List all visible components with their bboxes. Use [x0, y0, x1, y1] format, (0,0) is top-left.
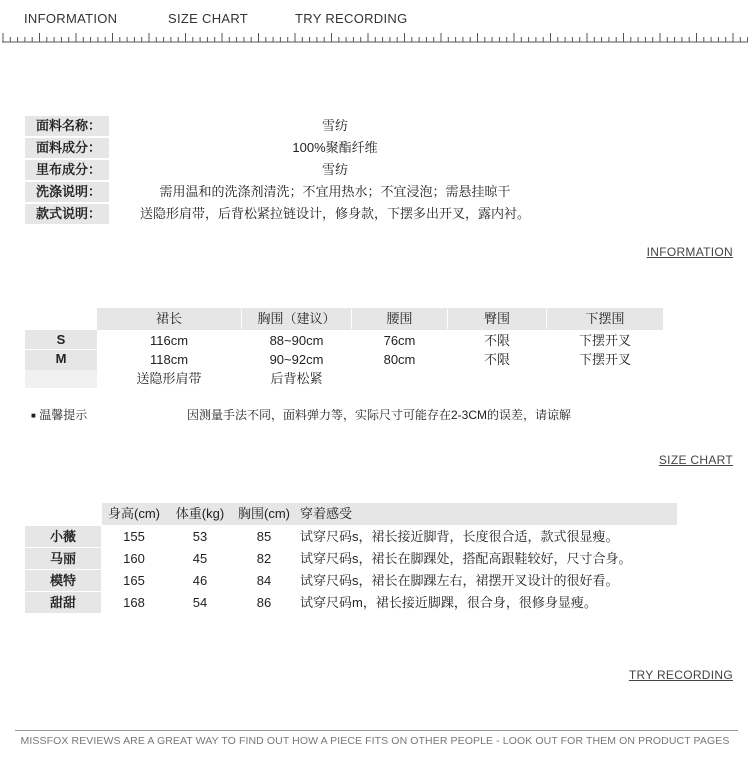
size-label: M [55, 351, 67, 366]
nav-try-recording[interactable]: TRY RECORDING [295, 11, 408, 26]
ruler-divider [2, 30, 748, 46]
tester-name: 马丽 [49, 551, 76, 566]
size-column-footer-bg [25, 370, 97, 388]
fabric-row [25, 137, 525, 159]
size-value: 116cm [149, 333, 189, 348]
tester-height: 160 [123, 551, 145, 566]
header-weight: 体重(kg) [175, 506, 225, 521]
square-bullet-icon: ■ [31, 411, 36, 420]
size-value: 下摆开叉 [578, 352, 631, 367]
tester-name: 甜甜 [49, 595, 76, 610]
fabric-label: 洗涤说明： [25, 182, 109, 202]
size-value: 90~92cm [269, 352, 324, 367]
nav-information[interactable]: INFORMATION [24, 11, 118, 26]
fabric-row [25, 159, 525, 181]
tester-weight: 53 [192, 529, 208, 544]
fabric-value: 需用温和的洗涤剂清洗；不宜用热水；不宜浸泡；需悬挂晾干 [159, 184, 511, 199]
header-hem: 下摆围 [585, 311, 625, 326]
fabric-value: 雪纺 [321, 118, 348, 133]
header-hip: 臀围 [483, 311, 510, 326]
fabric-info-table [25, 115, 530, 225]
tester-bust: 84 [256, 573, 272, 588]
header-waist: 腰围 [386, 311, 413, 326]
header-bust: 胸围（建议） [257, 311, 336, 326]
fabric-row [25, 115, 525, 137]
size-label: S [56, 332, 66, 347]
fabric-row [25, 181, 525, 203]
tip-text: 因测量手法不同，面料弹力等，实际尺寸可能存在2-3CM的误差，请谅解 [187, 408, 572, 422]
extra-note: 后背松紧 [270, 371, 323, 386]
footer-divider [15, 730, 738, 731]
size-value: 80cm [383, 352, 416, 367]
tester-feeling: 试穿尺码m，裙长接近脚踝，很合身，很修身显瘦。 [300, 595, 597, 610]
extra-note: 送隐形肩带 [136, 371, 202, 386]
tester-feeling: 试穿尺码s，裙长在脚踝左右，裙摆开叉设计的很好看。 [300, 573, 619, 588]
tester-bust: 85 [256, 529, 272, 544]
try-recording-link[interactable]: TRY RECORDING [628, 668, 733, 682]
tester-bust: 86 [256, 595, 272, 610]
size-value: 118cm [149, 352, 189, 367]
tip-label: 温馨提示 [39, 408, 88, 422]
size-chart-table [25, 308, 665, 388]
tester-bust: 82 [256, 551, 272, 566]
tester-feeling: 试穿尺码s，裙长接近脚背，长度很合适，款式很显瘦。 [300, 529, 619, 544]
fabric-label: 面料名称： [25, 116, 109, 136]
tester-weight: 54 [192, 595, 208, 610]
nav-size-chart[interactable]: SIZE CHART [168, 11, 249, 26]
fabric-value: 送隐形肩带，后背松紧拉链设计，修身款，下摆多出开叉，露内衬。 [139, 206, 530, 221]
tester-height: 155 [123, 529, 145, 544]
fabric-row [25, 203, 530, 225]
size-value: 88~90cm [269, 333, 324, 348]
fabric-label: 面料成分： [25, 138, 109, 158]
size-chart-link[interactable]: SIZE CHART [658, 453, 733, 467]
tester-weight: 45 [192, 551, 208, 566]
try-recording-table [25, 503, 677, 615]
size-value: 76cm [383, 333, 416, 348]
size-value: 下摆开叉 [578, 333, 631, 348]
header-feeling: 穿着感受 [300, 506, 353, 521]
size-value: 不限 [483, 333, 510, 348]
tester-weight: 46 [192, 573, 208, 588]
size-value: 不限 [483, 352, 510, 367]
fabric-value: 雪纺 [321, 162, 348, 177]
footer-text: MISSFOX REVIEWS ARE A GREAT WAY TO FIND OUT HOW A PIECE FITS ON OTHER PEOPLE - LOOK OUT FOR THEM ON PRODUCT PAGES [20, 735, 730, 747]
fabric-label: 款式说明： [25, 204, 109, 224]
tester-feeling: 试穿尺码s，裙长在脚踝处，搭配高跟鞋较好，尺寸合身。 [300, 551, 632, 566]
fabric-value: 100%聚酯纤维 [292, 140, 378, 155]
tip-label-wrap [31, 406, 87, 423]
information-link[interactable]: INFORMATION [646, 245, 733, 259]
tester-name: 小薇 [49, 529, 76, 544]
tester-name: 模特 [49, 573, 76, 588]
header-skirt-length: 裙长 [155, 311, 182, 326]
tester-height: 165 [123, 573, 145, 588]
header-bust: 胸围(cm) [238, 506, 290, 521]
fabric-label: 里布成分： [25, 160, 109, 180]
top-nav [0, 0, 750, 48]
tester-height: 168 [123, 595, 145, 610]
header-height: 身高(cm) [108, 506, 160, 521]
